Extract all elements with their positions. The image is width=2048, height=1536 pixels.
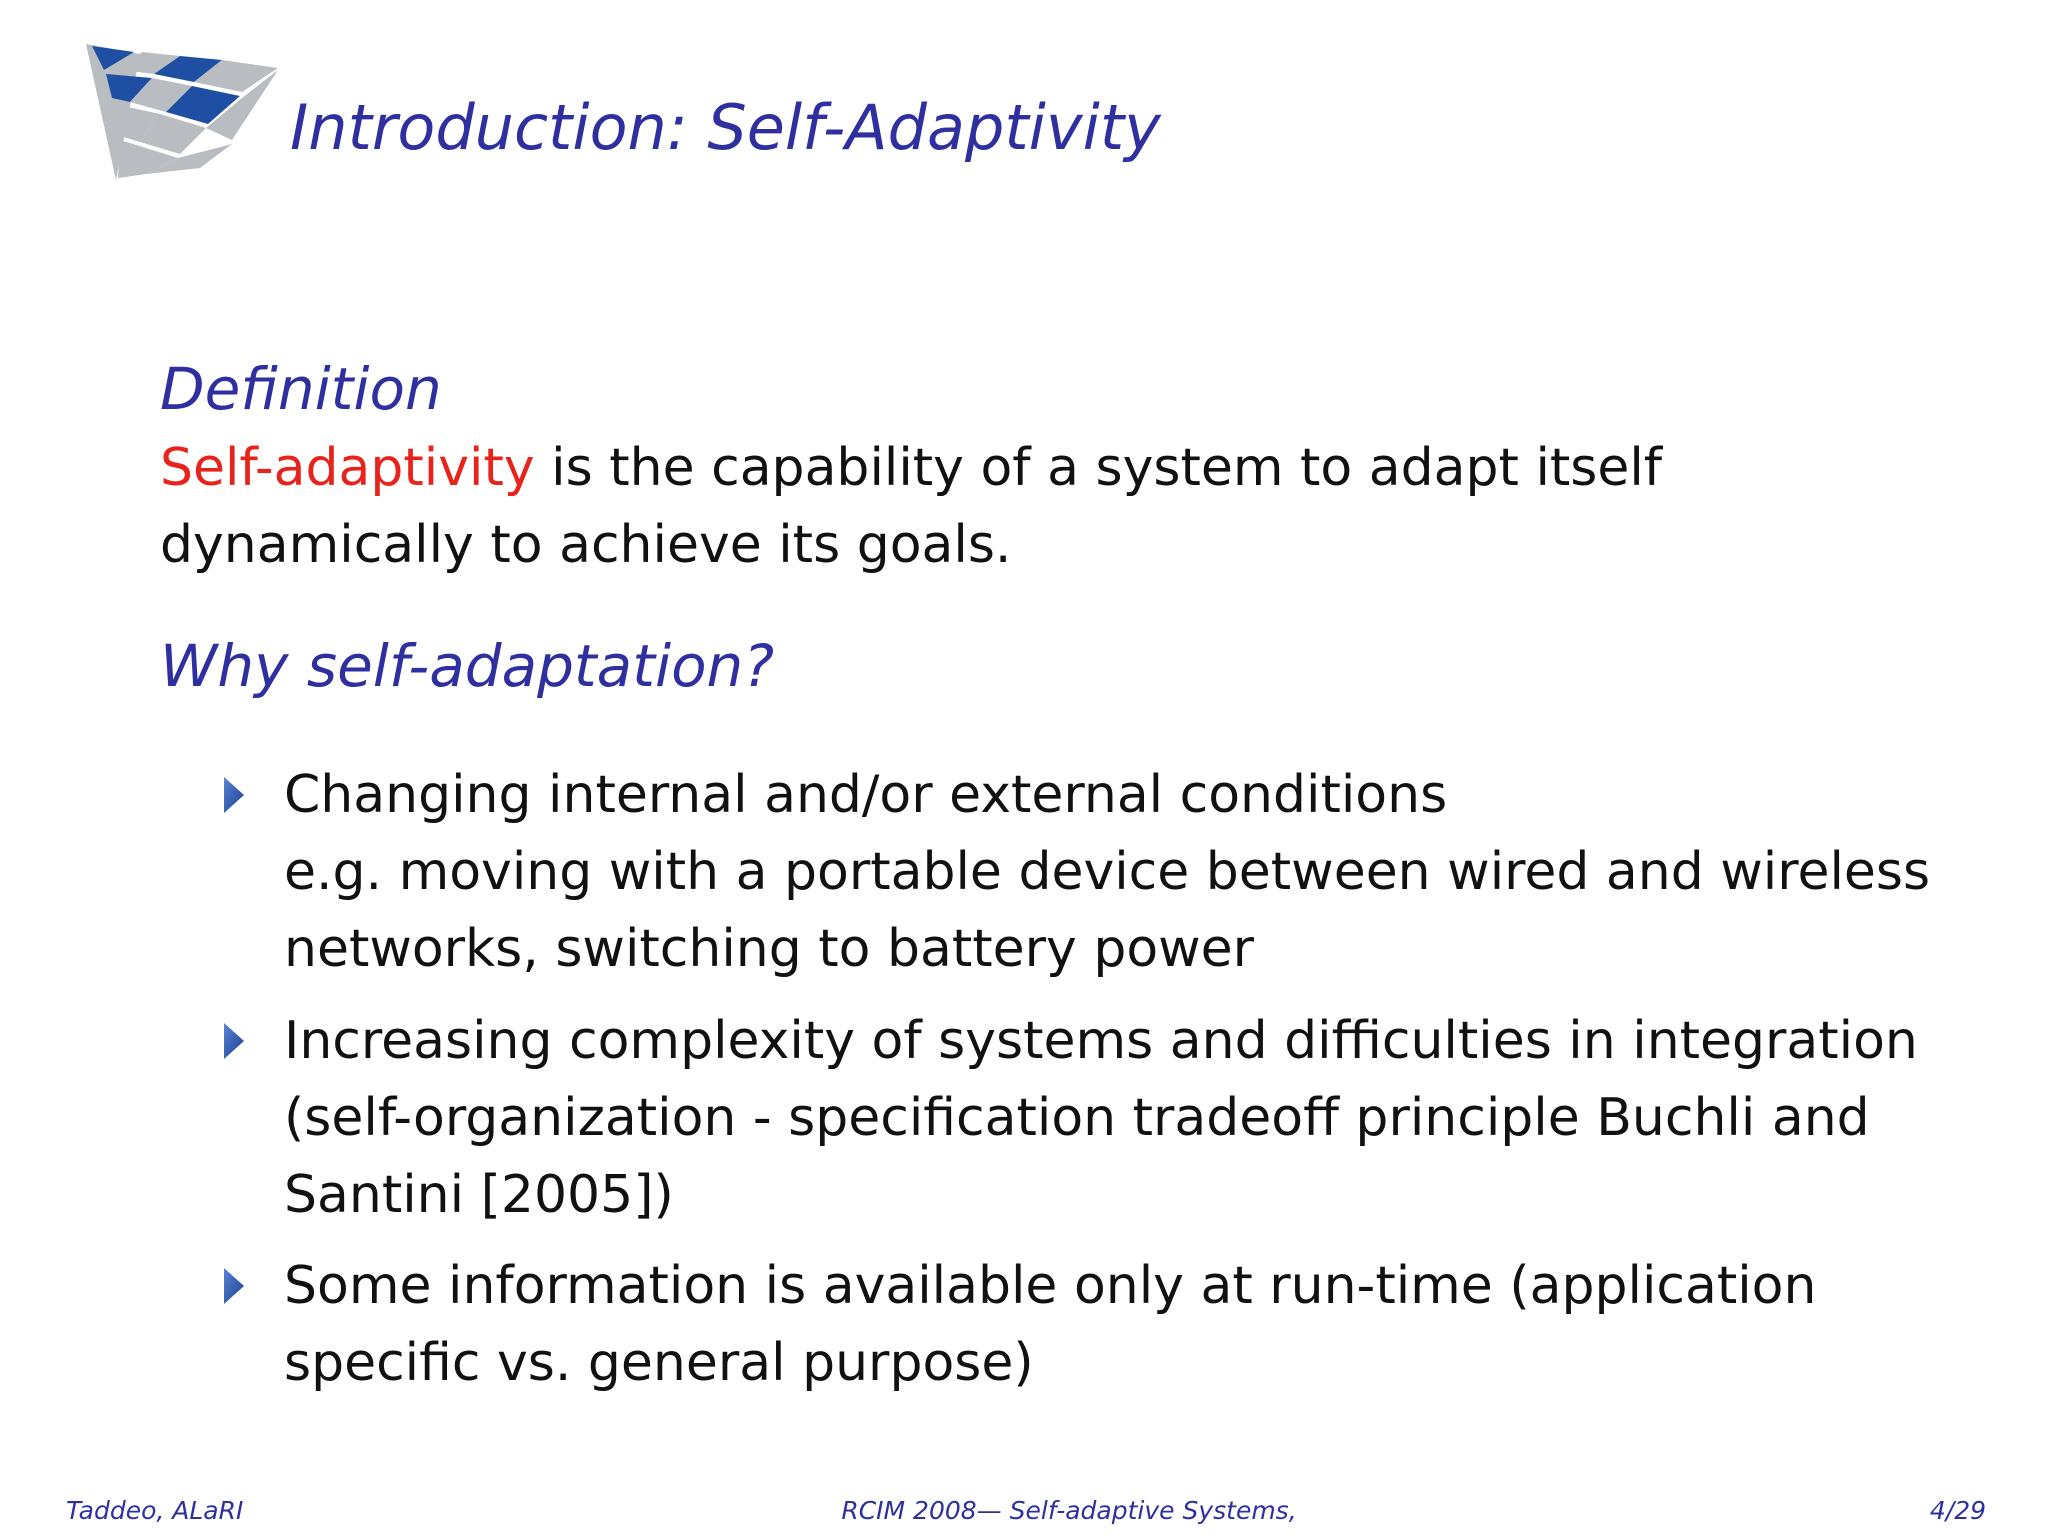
triangle-bullet-icon [222, 775, 246, 815]
bullet-line: Increasing complexity of systems and difficulties in integration [284, 1011, 1918, 1071]
bullet-line: Some information is available only at run-time (application [284, 1256, 1817, 1316]
footer-talk-title: RCIM 2008— Self-adaptive Systems, [841, 1496, 1297, 1525]
bullet-line: e.g. moving with a portable device between wired and wireless [284, 842, 1931, 902]
bullet-text [284, 757, 1964, 988]
definition-line-1 [160, 430, 1880, 507]
footer-page-number: 4/29 [1929, 1496, 1986, 1525]
definition-line-1-rest: is the capability of a system to adapt itself [534, 438, 1663, 498]
definition-heading: Definition [160, 355, 442, 423]
definition-line-2: dynamically to achieve its goals. [160, 515, 1012, 575]
triangle-bullet-icon [222, 1021, 246, 1061]
triangle-bullet-icon [222, 1266, 246, 1306]
slide-title: Introduction: Self-Adaptivity [290, 91, 1161, 164]
bullet-line: (self-organization - specification tradeoff principle Buchli and [284, 1088, 1870, 1148]
why-heading: Why self-adaptation? [160, 632, 775, 700]
bullet-line: Santini [2005]) [284, 1165, 674, 1225]
definition-body [160, 430, 1880, 584]
footer-author: Taddeo, ALaRI [66, 1496, 244, 1525]
bullet-text [284, 1248, 1964, 1402]
bullet-line: Changing internal and/or external conditions [284, 765, 1448, 825]
bullet-text [284, 1003, 1964, 1234]
bullet-line: specific vs. general purpose) [284, 1333, 1034, 1393]
defined-term: Self-adaptivity [160, 438, 535, 498]
bullet-line: networks, switching to battery power [284, 919, 1255, 979]
alari-logo-icon [82, 40, 282, 190]
